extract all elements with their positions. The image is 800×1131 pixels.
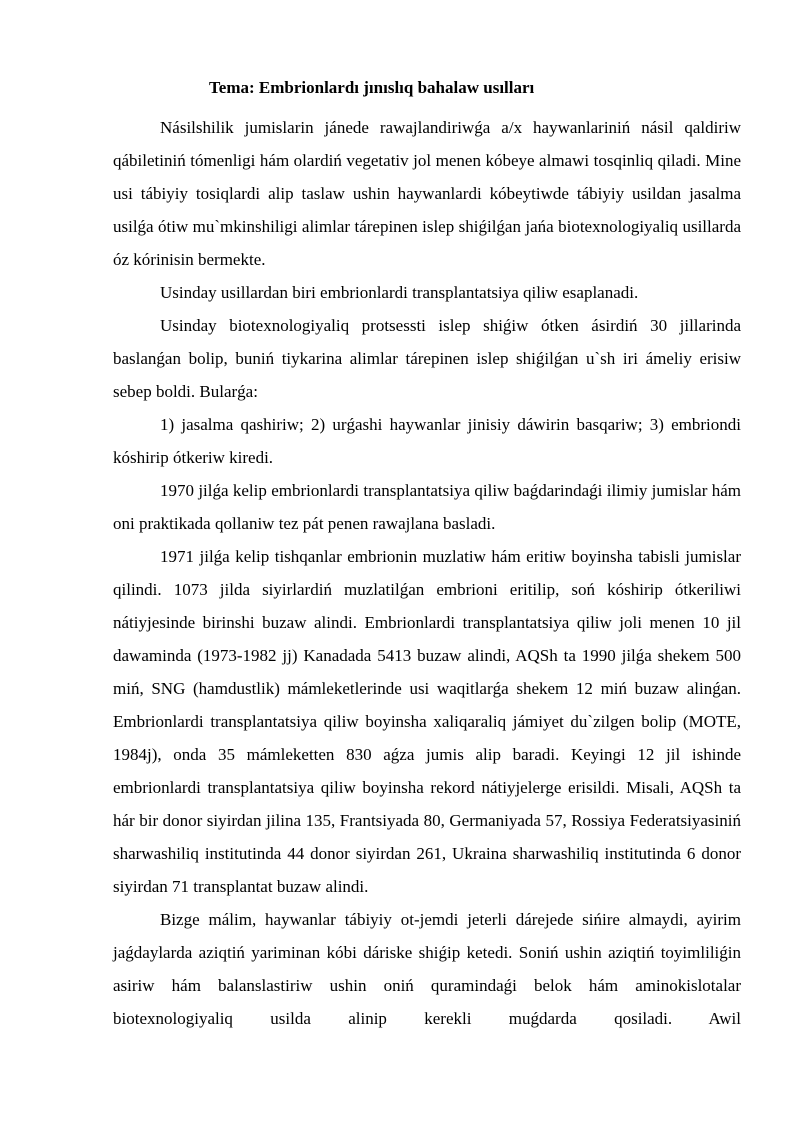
paragraph-3: Usinday biotexnologiyaliq protsessti islep shiǵiw ótken ásirdiń 30 jillarinda baslanǵan bolip, buniń tiykarina alimlar tárepinen islep shiǵilǵan u`sh iri ámeliy erisiw sebep boldi. Bularǵa: [113,316,741,401]
paragraph-5: 1970 jilǵa kelip embrionlardi transplantatsiya qiliw baǵdarindaǵi ilimiy jumislar hám oni praktikada qollaniw tez pát penen rawajlana basladi. [113,481,741,533]
document-title: Tema: Embrionlardı jınıslıq bahalaw usılları [209,78,535,97]
paragraph-4: 1) jasalma qashiriw; 2) urǵashi haywanlar jinisiy dáwirin basqariw; 3) embriondi kóshirip ótkeriw kiredi. [113,415,741,467]
paragraph-7: Bizge málim, haywanlar tábiyiy ot-jemdi jeterli dárejede sińire almaydi, ayirim jaǵdaylarda aziqtiń yariminan kóbi dáriske shiǵip ketedi. Soniń ushin aziqtiń toyimliliǵin asiriw hám balanslastiriw ushin oniń quramindaǵi belok hám aminokislotalar biotexnologiyaliq usilda alinip kerekli muǵdarda qosiladi. Awil [113,910,741,1028]
paragraph-2: Usinday usillardan biri embrionlardi transplantatsiya qiliw esaplanadi. [160,283,639,302]
paragraph-1: Násilshilik jumislarin jánede rawajlandiriwǵa a/x haywanlariniń násil qaldiriw qábiletiniń tómenligi hám olardiń vegetativ jol menen kóbeye almawi tosqinliq qiladi. Mine usi tábiyiy tosiqlardi alip taslaw ushin haywanlardi kóbeytiwde tábiyiy usildan jasalma usilǵa ótiw mu`mkinshiligi alimlar tárepinen islep shiǵilǵan jańa biotexnologiyaliq usillarda óz kórinisin bermekte. [113,118,741,269]
paragraph-6: 1971 jilǵa kelip tishqanlar embrionin muzlatiw hám eritiw boyinsha tabisli jumislar qilindi. 1073 jilda siyirlardiń muzlatilǵan embrioni eritilip, soń kóshirip ótkeriliwi nátiyjesinde birinshi buzaw alindi. Embrionlardi transplantatsiya qiliw joli menen 10 jil dawaminda (1973-1982 jj) Kanadada 5413 buzaw alindi, AQSh ta 1990 jilǵa shekem 500 miń, SNG (hamdustlik) mámleketlerinde usi waqitlarǵa shekem 12 miń buzaw alinǵan. Embrionlardi transplantatsiya qiliw boyinsha xaliqaraliq jámiyet du`zilgen bolip (MOTE, 1984j), onda 35 mámleketten 830 aǵza jumis alip baradi. Keyingi 12 jil ishinde embrionlardi transplantatsiya qiliw boyinsha rekord nátiyjelerge erisildi. Misali, AQSh ta hár bir donor siyirdan jilina 135, Frantsiyada 80, Germaniyada 57, Rossiya Federatsiyasiniń sharwashiliq institutinda 44 donor siyirdan 261, Ukraina sharwashiliq institutinda 6 donor siyirdan 71 transplantat buzaw alindi. [113,547,741,896]
document-body [113,76,741,1035]
